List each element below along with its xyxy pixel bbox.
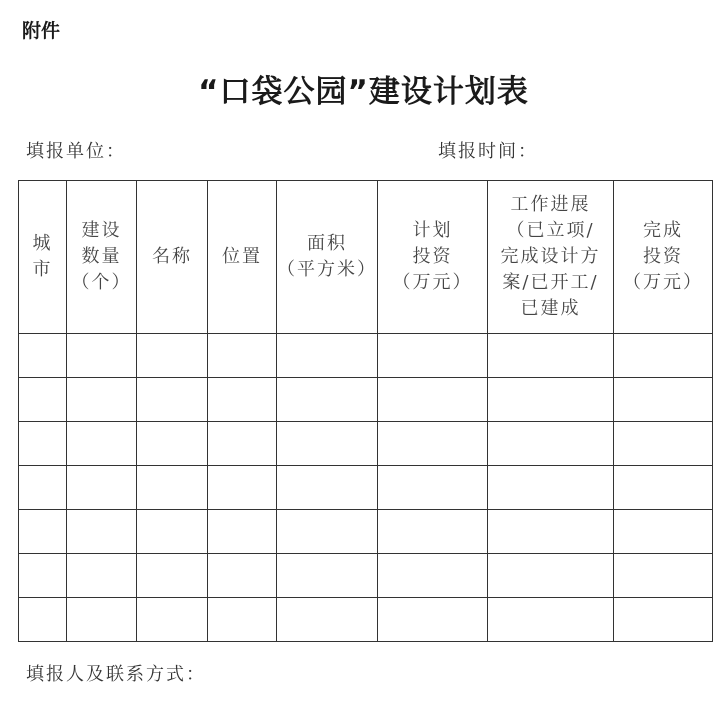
- table-cell[interactable]: [19, 422, 67, 466]
- table-cell[interactable]: [277, 598, 378, 642]
- table-cell[interactable]: [488, 554, 614, 598]
- table-cell[interactable]: [378, 334, 488, 378]
- column-header-area: 面积 （平方米）: [277, 181, 378, 334]
- table-cell[interactable]: [614, 598, 713, 642]
- table-cell[interactable]: [67, 378, 137, 422]
- table-cell[interactable]: [277, 510, 378, 554]
- table-cell[interactable]: [378, 598, 488, 642]
- table-cell[interactable]: [378, 466, 488, 510]
- table-row: [19, 598, 713, 642]
- table-cell[interactable]: [277, 378, 378, 422]
- table-cell[interactable]: [137, 510, 208, 554]
- table-cell[interactable]: [19, 378, 67, 422]
- column-header-city: 城 市: [19, 181, 67, 334]
- table-cell[interactable]: [67, 510, 137, 554]
- contact-label: 填报人及联系方式：: [26, 664, 206, 685]
- table-cell[interactable]: [19, 466, 67, 510]
- table-cell[interactable]: [277, 554, 378, 598]
- attachment-label: 附件: [22, 20, 61, 42]
- table-cell[interactable]: [488, 598, 614, 642]
- table-cell[interactable]: [614, 554, 713, 598]
- table-cell[interactable]: [208, 554, 277, 598]
- table-cell[interactable]: [488, 334, 614, 378]
- table-cell[interactable]: [67, 598, 137, 642]
- table-cell[interactable]: [378, 378, 488, 422]
- table-row: [19, 422, 713, 466]
- table-cell[interactable]: [614, 466, 713, 510]
- table-cell[interactable]: [208, 334, 277, 378]
- table-cell[interactable]: [488, 466, 614, 510]
- column-header-progress: 工作进展 （已立项/ 完成设计方 案/已开工/ 已建成: [488, 181, 614, 334]
- table-cell[interactable]: [208, 598, 277, 642]
- table-cell[interactable]: [378, 422, 488, 466]
- table-cell[interactable]: [614, 378, 713, 422]
- table-cell[interactable]: [137, 378, 208, 422]
- table-cell[interactable]: [614, 422, 713, 466]
- header-row: [19, 181, 713, 334]
- table-body: [19, 334, 713, 642]
- table-cell[interactable]: [208, 466, 277, 510]
- column-header-planned-investment: 计划 投资 （万元）: [378, 181, 488, 334]
- table-cell[interactable]: [488, 378, 614, 422]
- table-cell[interactable]: [19, 598, 67, 642]
- column-header-name: 名称: [137, 181, 208, 334]
- table-cell[interactable]: [67, 334, 137, 378]
- table-cell[interactable]: [137, 334, 208, 378]
- table-row: [19, 334, 713, 378]
- table-cell[interactable]: [488, 510, 614, 554]
- table-row: [19, 554, 713, 598]
- column-header-location: 位置: [208, 181, 277, 334]
- table-cell[interactable]: [614, 334, 713, 378]
- table-cell[interactable]: [378, 510, 488, 554]
- table-cell[interactable]: [378, 554, 488, 598]
- table-cell[interactable]: [67, 554, 137, 598]
- table-cell[interactable]: [137, 422, 208, 466]
- table-cell[interactable]: [19, 334, 67, 378]
- table-cell[interactable]: [488, 422, 614, 466]
- reporting-unit-label: 填报单位：: [26, 141, 126, 162]
- table-cell[interactable]: [277, 466, 378, 510]
- table-row: [19, 466, 713, 510]
- plan-table: [18, 180, 713, 642]
- table-cell[interactable]: [277, 422, 378, 466]
- table-cell[interactable]: [19, 510, 67, 554]
- reporting-time-label: 填报时间：: [438, 141, 538, 162]
- document-title: “口袋公园”建设计划表: [198, 74, 529, 110]
- table-cell[interactable]: [67, 466, 137, 510]
- table-row: [19, 378, 713, 422]
- table-row: [19, 510, 713, 554]
- table-cell[interactable]: [137, 598, 208, 642]
- table-cell[interactable]: [208, 510, 277, 554]
- table-cell[interactable]: [137, 466, 208, 510]
- table-cell[interactable]: [19, 554, 67, 598]
- table-cell[interactable]: [208, 422, 277, 466]
- table-cell[interactable]: [277, 334, 378, 378]
- table-cell[interactable]: [67, 422, 137, 466]
- table-cell[interactable]: [208, 378, 277, 422]
- table-cell[interactable]: [614, 510, 713, 554]
- column-header-completed-investment: 完成 投资 （万元）: [614, 181, 713, 334]
- column-header-quantity: 建设 数量 （个）: [67, 181, 137, 334]
- table-cell[interactable]: [137, 554, 208, 598]
